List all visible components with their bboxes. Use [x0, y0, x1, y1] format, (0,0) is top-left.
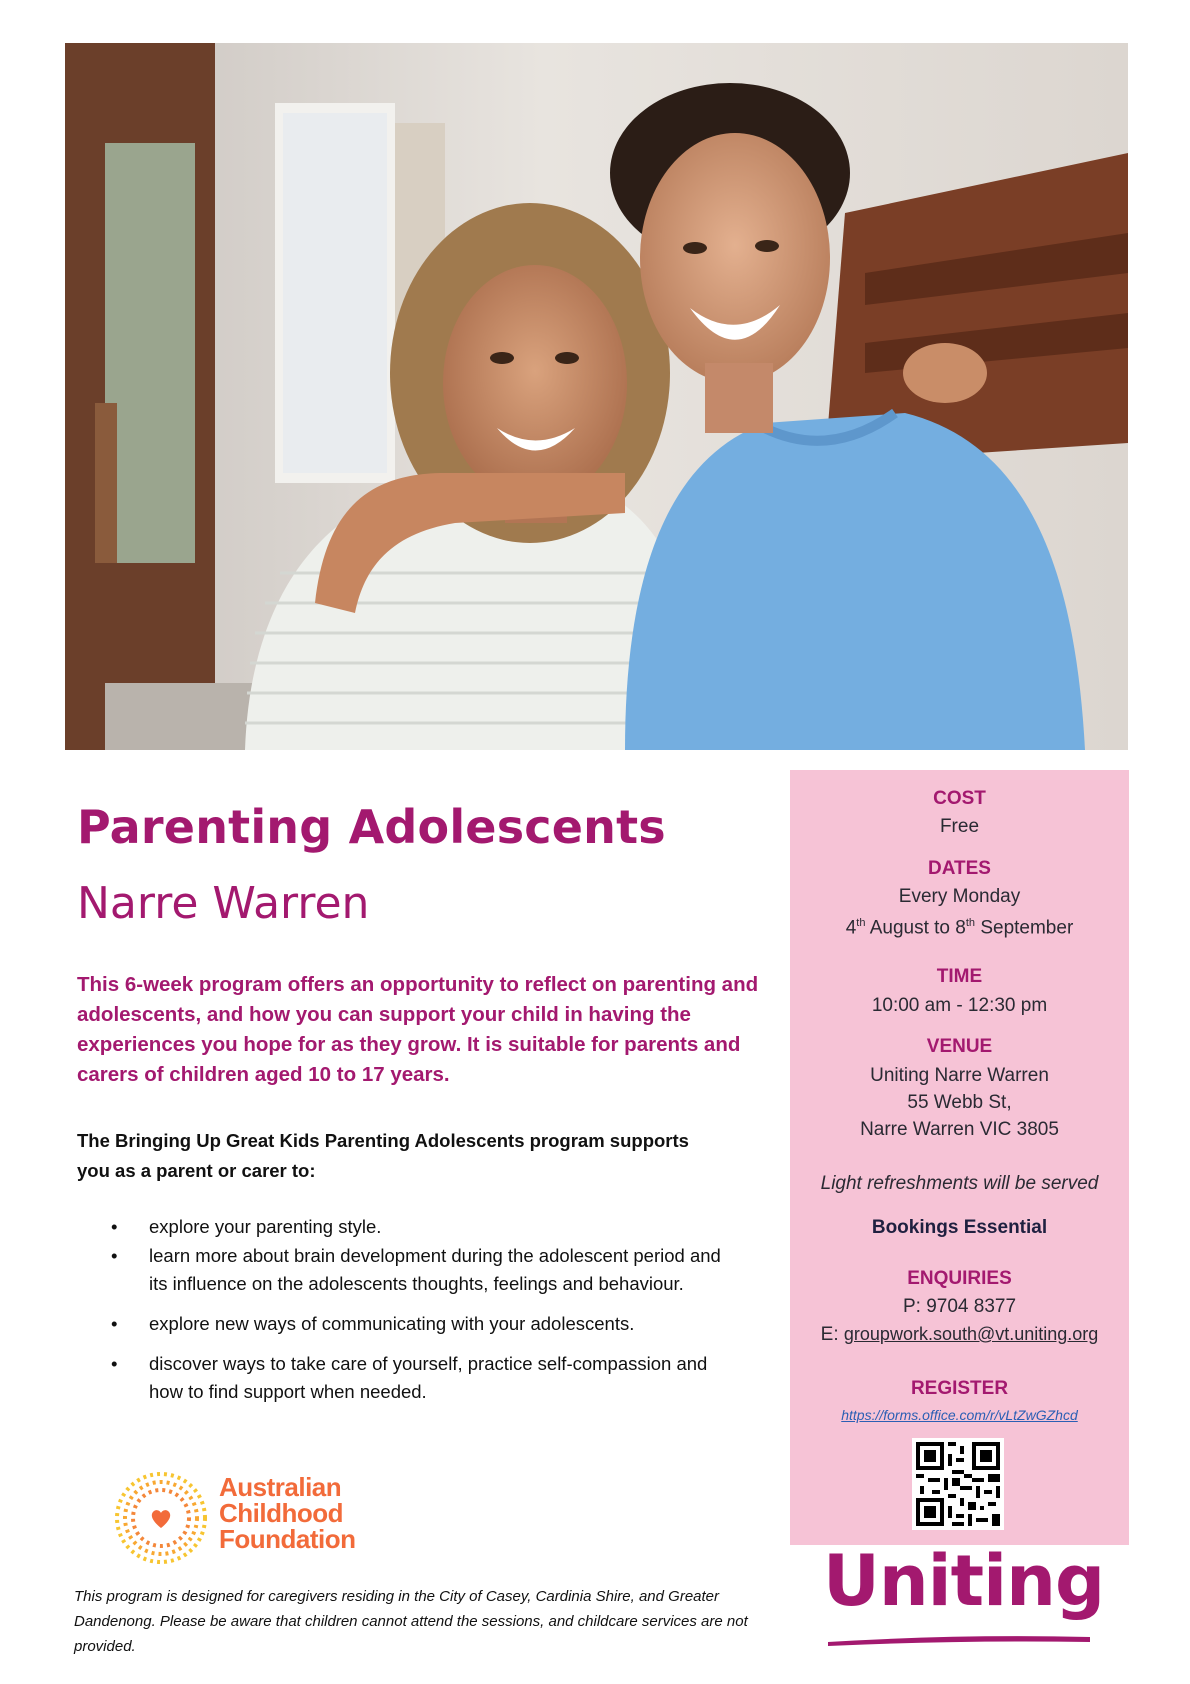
venue-line1: Uniting Narre Warren	[870, 1065, 1049, 1086]
uniting-logo-text: Uniting	[823, 1540, 1105, 1622]
dates-range: 4th August to 8th September	[845, 917, 1074, 939]
enquiries-label: ENQUIRIES	[907, 1268, 1012, 1289]
register-link[interactable]: https://forms.office.com/r/vLtZwGZhcd	[841, 1407, 1078, 1423]
enquiries-email-line: E: groupwork.south@vt.uniting.org	[820, 1324, 1099, 1345]
hero-photo	[65, 43, 1128, 750]
cost-value: Free	[939, 816, 980, 837]
list-item: • explore new ways of communicating with your adolescents.	[105, 1310, 725, 1338]
venue-line2: 55 Webb St,	[907, 1092, 1012, 1113]
program-lead-text: The Bringing Up Great Kids Parenting Adolescents program supports you as a parent or carer to:	[77, 1130, 689, 1181]
register-label: REGISTER	[910, 1378, 1009, 1399]
list-item: • learn more about brain development during the adolescent period and its influence on the adolescents thoughts, feelings and behaviour.	[105, 1242, 725, 1298]
qr-code-icon	[912, 1438, 1004, 1530]
bullet-icon: •	[111, 1216, 118, 1237]
bookings-essential: Bookings Essential	[871, 1217, 1048, 1238]
cost-label: COST	[933, 788, 986, 809]
venue-label: VENUE	[926, 1036, 993, 1057]
bullet-icon: •	[111, 1353, 118, 1374]
refreshments-note: Light refreshments will be served	[820, 1173, 1099, 1194]
acf-logo	[113, 1470, 383, 1566]
uniting-logo	[818, 1540, 1118, 1652]
register-qr-code[interactable]	[912, 1438, 1004, 1530]
intro-paragraph: This 6-week program offers an opportunity to reflect on parenting and adolescents, and how you can support your child in having the experiences you hope for as they grow. It is suitable for parents and carers of children aged 10 to 17 years.	[77, 973, 759, 1086]
bullet-icon: •	[111, 1245, 118, 1266]
acf-sunburst-heart-icon	[113, 1470, 213, 1566]
list-item: • discover ways to take care of yourself, practice self-compassion and how to find support when needed.	[105, 1350, 725, 1406]
list-item: • explore your parenting style.	[105, 1213, 725, 1241]
dates-line1: Every Monday	[898, 886, 1021, 907]
eligibility-footnote: This program is designed for caregivers residing in the City of Casey, Cardinia Shire, and Greater Dandenong. Please be aware that children cannot attend the sessions, and childcare services are not provided.	[74, 1588, 748, 1655]
page-subtitle-location: Narre Warren	[77, 878, 370, 929]
time-value: 10:00 am - 12:30 pm	[871, 995, 1048, 1016]
info-panel	[790, 770, 1129, 1545]
program-benefits-list	[105, 1213, 725, 1418]
dates-label: DATES	[928, 858, 991, 879]
email-link[interactable]: groupwork.south@vt.uniting.org	[843, 1324, 1099, 1344]
page-title: Parenting Adolescents	[77, 800, 666, 854]
mother-and-teen-son-photo-icon	[65, 43, 1128, 750]
time-label: TIME	[936, 966, 983, 987]
acf-logo-text: Australian Childhood Foundation	[219, 1472, 356, 1554]
venue-line3: Narre Warren VIC 3805	[860, 1119, 1059, 1140]
enquiries-phone: P: 9704 8377	[902, 1296, 1017, 1317]
uniting-underline-swoosh-icon	[828, 1634, 1090, 1646]
bullet-icon: •	[111, 1313, 118, 1334]
